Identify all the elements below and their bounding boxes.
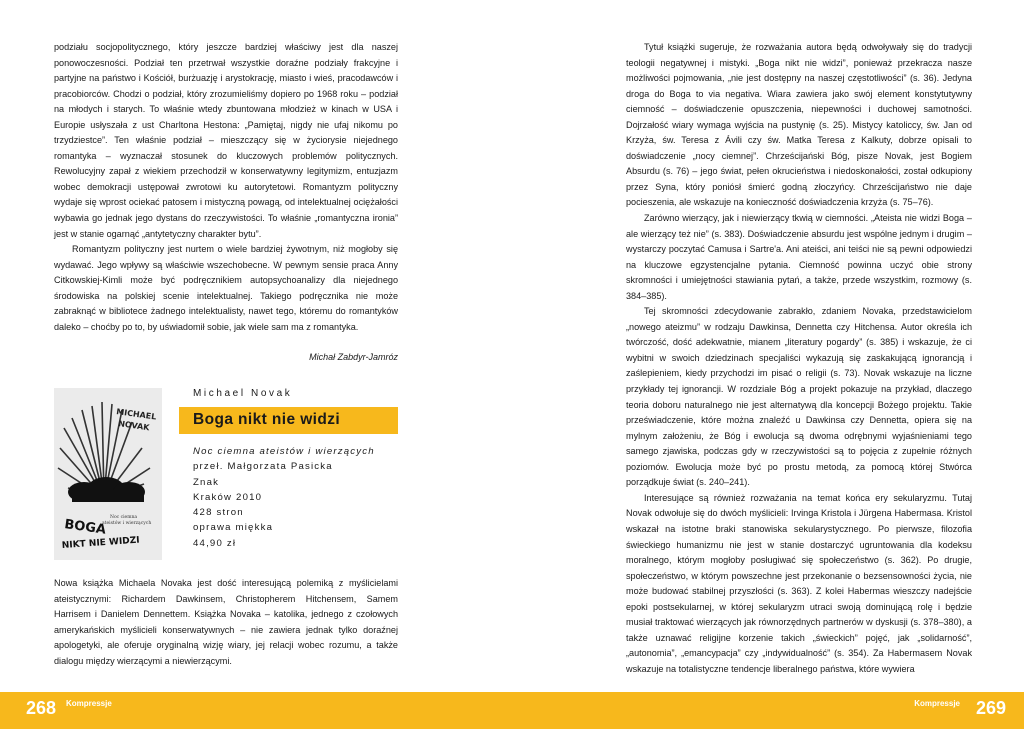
- book-pages: 428 stron: [193, 507, 244, 519]
- cover-subtitle-line1: Noc ciemna: [110, 515, 138, 520]
- magazine-label-left: Kompressje: [66, 699, 112, 708]
- page-footer: [0, 692, 1024, 729]
- book-meta: [193, 444, 375, 551]
- book-binding: oprawa miękka: [193, 522, 274, 534]
- cover-subtitle-line2: ateistów i wierzących: [102, 521, 152, 526]
- cover-author-line1: MICHAEL: [115, 407, 157, 422]
- paragraph: Romantyzm polityczny jest nurtem o wiele bardziej żywotnym, niż mogłoby się wydawać. Jego wpływy są właściwie wszechobecne. W pewnym sensie praca Anny Citkowskiej-Kimli może być podręcznikiem autopsychoanalizy dla niejednego środowiska na polskiej scenie intelektualnej. Takiego podręcznika nie może zabraknąć w bibliotece żadnego intelektualisty, nawet tego, któremu do romantyków daleko – choćby po to, by uświadomił sobie, jak wiele sam ma z romantyka.: [54, 244, 398, 332]
- magazine-label-right: Kompressje: [914, 699, 960, 708]
- right-column: [626, 40, 972, 677]
- paragraph: Zarówno wierzący, jak i niewierzący tkwią w ciemności. „Ateista nie widzi Boga – ale wierzący też nie” (s. 383). Doświadczenie absurdu jest wspólne jednym i drugim – wystarczy poczytać Camusa i Sartre'a. Ani ateiści, ani teiści nie są pewni odpowiedzi na kluczowe egzystencjalne pytania. Ciemność powinna uczyć obie strony skromności i umiejętności stawiania pytań, a także, przede wszystkim, rozmowy (s. 384–385).: [626, 213, 972, 301]
- book-title-band: [179, 407, 398, 434]
- book-price: 44,90 zł: [193, 537, 237, 549]
- book-publisher: Znak: [193, 476, 220, 488]
- cover-title-line1: BOGA: [63, 517, 107, 538]
- cover-author-line2: NOVAK: [117, 419, 150, 433]
- book-title: Boga nikt nie widzi: [193, 411, 341, 428]
- book-place-year: Kraków 2010: [193, 491, 263, 503]
- paragraph: Tytuł książki sugeruje, że rozważania autora będą odwoływały się do tradycji teologii negatywnej i mistyki. „Boga nikt nie widzi”, ponieważ przekracza nasze możliwości pojmowania, „nie jest dostępny na naszej częstotliwości” (s. 36). Jedyna droga do Boga to via negativa. Wiara zawiera jako swój element konstytutywny ciemność – doświadczenie opuszczenia, niepewności i duchowej samotności. Dojrzałość wiary wymaga wyjścia na pustynię (s. 25). Mistycy katoliccy, św. Jan od Krzyża, św. Teresa z Ávili czy św. Matka Teresa z Kalkuty, dobrze opisali to doświadczenie „nocy ciemnej”. Chrześcijański Bóg, pisze Novak, jest Bogiem Absurdu (s. 76) – jego świat, pełen okrucieństwa i niedoskonałości, został odkupiony przez Syna, który poniósł śmierć godną złoczyńcy. Chrześcijaństwo nie daje pocieszenia, ale wskazuje na konieczność doświadczenia krzyża (s. 75–76).: [626, 42, 972, 208]
- cover-title-line2: NIKT NIE WIDZI: [61, 535, 140, 551]
- paragraph: Interesujące są również rozważania na temat końca ery sekularyzmu. Tutaj Novak odwołuje się do dwóch myślicieli: Irvinga Kristola i Jürgena Habermasa. Kristol wskazał na istotne braki stanowiska sekularystycznego. Po pierwsze, filozofia świeckiego humanizmu nie jest w stanie dostarczyć ugruntowania dla kodeksu moralnego, którym mogłoby posługiwać się społeczeństwo (s. 362). Po drugie, społeczeństwo, w którym powszechne jest przekonanie o bezsensowności życia, nie może budować stabilnej przyszłości (s. 363). Z kolei Habermas wieszczy nadejście epoki postsekularnej, w której sekularyzm utraci swoją dominującą rolę i będzie musiał traktować wierzących jak równorzędnych partnerów w dyskusji (s. 378–380), a także uznawać religijne korzenie takich „świeckich” pojęć, jak „solidarność”, „autonomia”, „emancypacja” czy „indywidualność” (s. 354). Za Habermasem Novak wskazuje na totalistyczne tendencje liberalnego państwa, które wywiera: [626, 492, 972, 674]
- page-number-right: 269: [975, 698, 1006, 718]
- book-cover-image: [54, 388, 162, 560]
- book-subtitle: Noc ciemna ateistów i wierzących: [193, 446, 375, 457]
- left-column-top: [54, 40, 398, 335]
- paragraph: podziału socjopolitycznego, który jeszcze bardziej właściwy jest dla naszej ponowoczesności. Podział ten przetrwał wszystkie doraźne podziały frakcyjne i partyjne na państwo i Kościół, burżuazję i arystokrację, miasto i wieś, pracodawców i pracobiorców. Chodzi o podział, który zrozumieliśmy dopiero po 1968 roku – podział na młodych i starych. To właśnie wtedy zbuntowana młodzież w kinach w USA i Europie usłyszała z ust Charltona Hestona: „Pamiętaj, nigdy nie ufaj nikomu po trzydziestce”. Ten właśnie podział – mieszczący się w życiorysie niejednego romantyka – wyznaczał stosunek do kluczowych problemów politycznych. Rewolucyjny zapał z wiekiem przechodził w konserwatywny legitymizm, entuzjazm wobec demokracji ustępował zwrotowi ku autorytetowi. Romantyzm polityczny wydaje się wprost ociekać patosem i mistyczną powagą, od intelektualnej ociężałości wybawia go jednak jego dystans do rzeczywistości. To właśnie „romantyczna ironia” jest w stanie ogarnąć „antytetyczny charakter bytu”.: [54, 42, 398, 239]
- book-cover-illustration: [54, 388, 162, 560]
- page-number-left: 268: [26, 698, 57, 718]
- book-author: Michael Novak: [193, 388, 293, 399]
- book-translator: przeł. Małgorzata Pasicka: [193, 461, 333, 473]
- paragraph: Tej skromności zdecydowanie zabrakło, zdaniem Novaka, przedstawicielom „nowego ateizmu” w rodzaju Dawkinsa, Dennetta czy Hitchensa. Autor określa ich twórczość, dość adekwatnie, mianem „literatury pogardy” (s. 385) i wskazuje, że ci wybitni w swoich dziedzinach specjaliści wykazują się zaskakującą ignorancją i zaślepieniem, kiedy przychodzi im pisać o religii (s. 73). Novak wskazuje na liczne przykłady tej ignorancji. W rozdziale Bóg a projekt pokazuje na przykład, dlaczego teoria doboru naturalnego nie jest alternatywą dla koncepcji Bożego projektu. Takie przeświadczenie, które można znaleźć u Dawkinsa czy Dennetta, opiera się na mylnym założeniu, że Bóg i ewolucja są dwoma odrębnymi wyjaśnieniami tego samego zjawiska, podczas gdy w rzeczywistości są to pojęcia z zupełnie różnych poziomów. Ewolucja może być po prostu metodą, za pomocą której Stwórca porządkuje świat (s. 240–241).: [626, 306, 972, 488]
- paragraph: Nowa książka Michaela Novaka jest dość interesującą polemiką z myślicielami ateistycznymi: Richardem Dawkinsem, Christopherem Hitchensem, Samem Harrisem i Danielem Dennettem. Książka Novaka – katolika, jednego z czołowych amerykańskich myślicieli konserwatywnych – nie zawiera jednak tylko doraźnej apologetyki, ale oferuje oryginalną wizję wiary, jej relacji wobec rozumu, a także dialogu między wierzącymi a niewierzącymi.: [54, 578, 398, 666]
- review-signature: Michał Zabdyr-Jamróz: [309, 352, 398, 362]
- left-column-bottom: [54, 576, 398, 669]
